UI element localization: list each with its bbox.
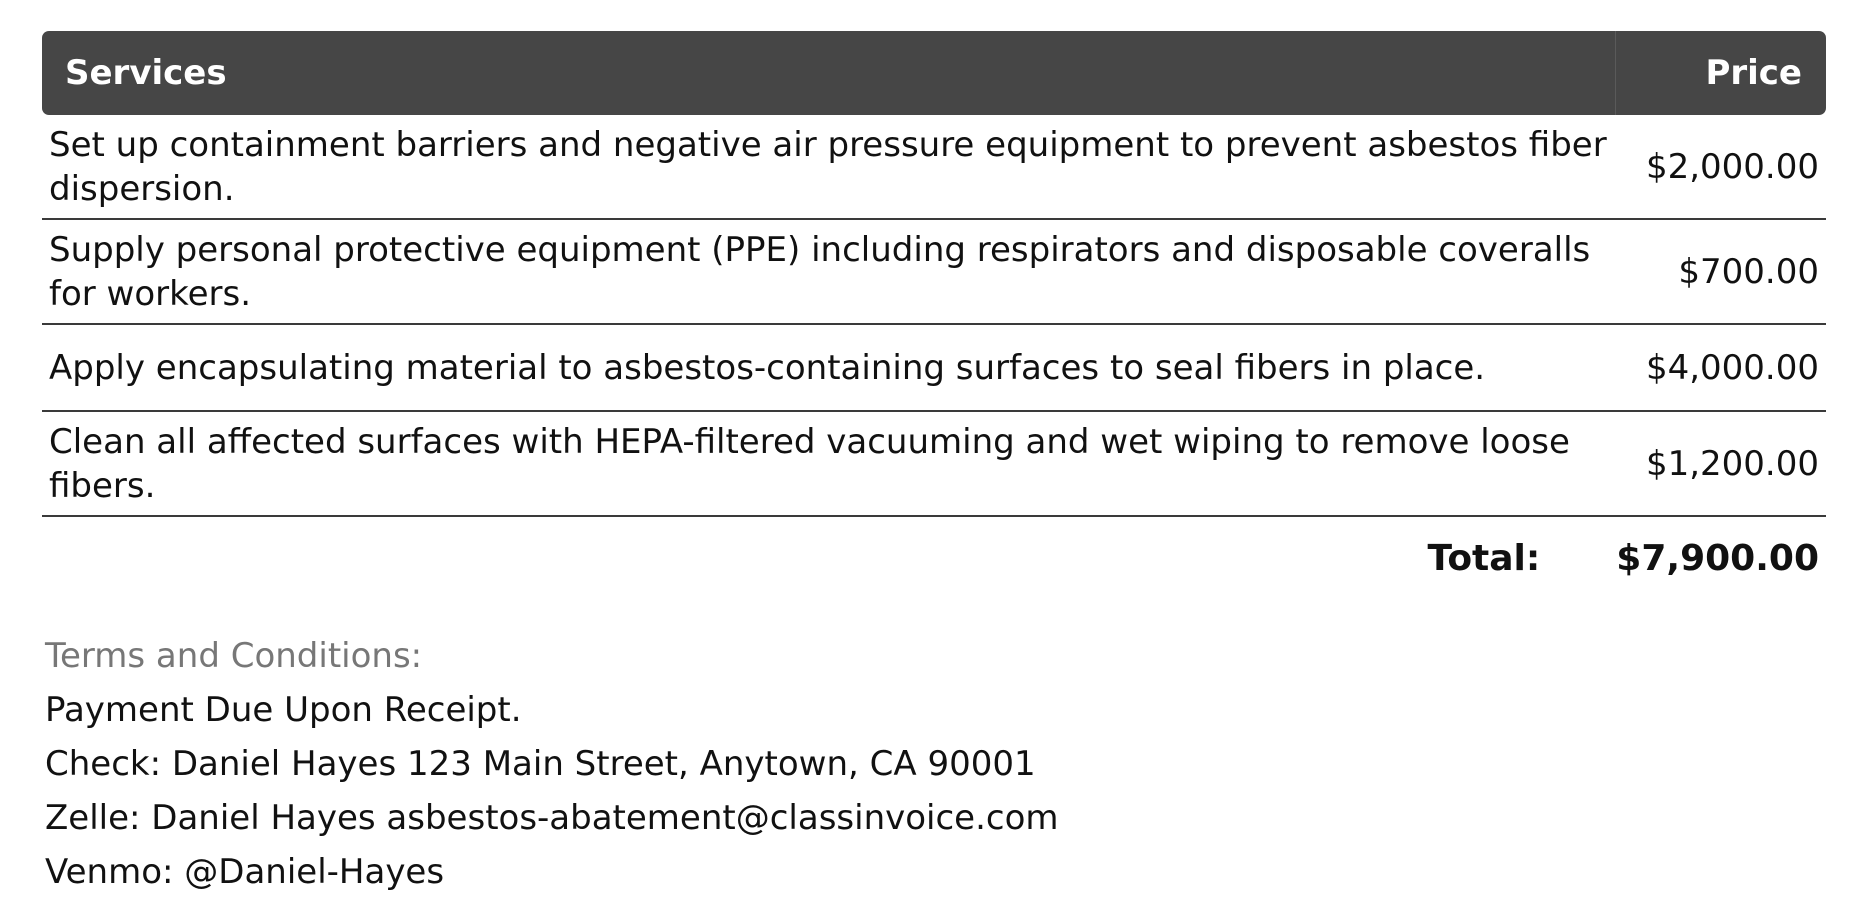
services-column-header: Services bbox=[42, 31, 1616, 115]
price-column-header: Price bbox=[1705, 53, 1802, 93]
terms-title: Terms and Conditions: bbox=[45, 636, 423, 676]
service-description: Clean all affected surfaces with HEPA-filtered vacuuming and wet wiping to remove loose fibers. bbox=[49, 421, 1570, 506]
table-row bbox=[42, 220, 1826, 325]
invoice-services-table bbox=[42, 31, 1826, 899]
terms-line-payment: Payment Due Upon Receipt. bbox=[45, 690, 522, 730]
table-row bbox=[42, 115, 1826, 220]
service-price: $700.00 bbox=[1678, 251, 1819, 292]
service-description: Apply encapsulating material to asbestos-containing surfaces to seal fibers in place. bbox=[49, 347, 1486, 388]
terms-section bbox=[42, 629, 1826, 899]
table-header bbox=[42, 31, 1826, 115]
terms-line-check: Check: Daniel Hayes 123 Main Street, Anytown, CA 90001 bbox=[45, 744, 1036, 784]
service-price: $2,000.00 bbox=[1645, 146, 1819, 187]
total-row bbox=[42, 517, 1826, 599]
total-value: $7,900.00 bbox=[1616, 537, 1819, 579]
table-row bbox=[42, 412, 1826, 517]
service-price: $1,200.00 bbox=[1645, 443, 1819, 484]
total-label: Total: bbox=[1427, 537, 1541, 579]
service-description: Set up containment barriers and negative air pressure equipment to prevent asbestos fiber dispersion. bbox=[49, 124, 1607, 209]
service-price: $4,000.00 bbox=[1645, 347, 1819, 388]
terms-line-zelle: Zelle: Daniel Hayes asbestos-abatement@classinvoice.com bbox=[45, 798, 1059, 838]
service-description: Supply personal protective equipment (PPE) including respirators and disposable coveralls for workers. bbox=[49, 229, 1591, 314]
terms-line-venmo: Venmo: @Daniel-Hayes bbox=[45, 852, 445, 892]
table-row bbox=[42, 325, 1826, 412]
